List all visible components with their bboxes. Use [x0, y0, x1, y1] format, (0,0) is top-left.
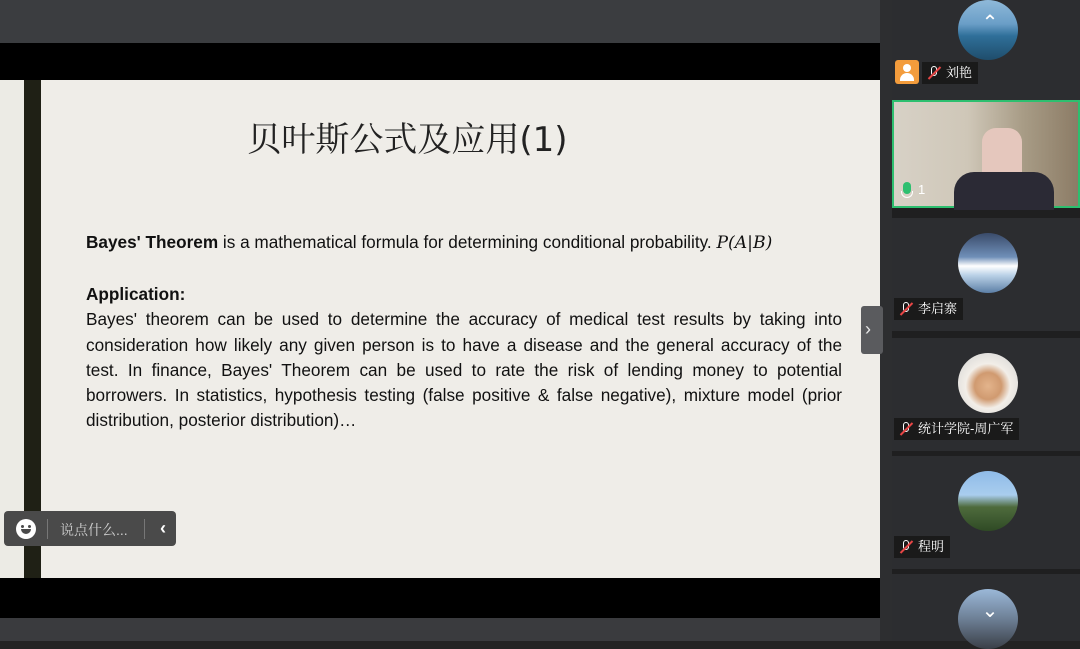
- slide-left-edge: [0, 80, 24, 578]
- chevron-up-icon[interactable]: ⌃: [981, 12, 999, 34]
- slide-title: 贝叶斯公式及应用(1): [247, 120, 568, 160]
- avatar: [958, 233, 1018, 293]
- participant-name: 刘艳: [922, 62, 978, 84]
- top-toolbar: [0, 0, 880, 43]
- comment-box[interactable]: [4, 511, 176, 546]
- participant-name: 程明: [894, 536, 950, 558]
- chevron-right-icon: ›: [865, 319, 871, 339]
- participant-tile-active[interactable]: [892, 100, 1080, 208]
- avatar: [958, 471, 1018, 531]
- chevron-left-icon[interactable]: ‹: [160, 518, 166, 538]
- definition-formula: P(A|B): [716, 233, 773, 253]
- participant-video-body: [954, 172, 1054, 210]
- participant-name: 1: [918, 182, 926, 197]
- participant-tile[interactable]: [892, 338, 1080, 451]
- slide-body: [86, 230, 842, 433]
- mic-off-icon: [927, 66, 941, 80]
- smiley-icon[interactable]: [16, 519, 36, 539]
- definition-term: Bayes' Theorem: [86, 232, 219, 252]
- participant-name: 统计学院-周广军: [894, 418, 1019, 440]
- bottom-toolbar: [0, 618, 880, 641]
- avatar: [958, 353, 1018, 413]
- participant-tile[interactable]: [892, 456, 1080, 569]
- definition-line: [86, 230, 842, 256]
- slide-vertical-bar: [24, 80, 41, 578]
- application-paragraph: Bayes' theorem can be used to determine the accuracy of medical test results by taking into consideration how likely any given person is to have a disease and the general accuracy of the test. In finance, Bayes' Theorem can be used to rate the risk of lending money to potential borrowers. In statistics, hypothesis testing (false positive & false negative), mixture model (prior distribution, posterior distribution)…: [86, 309, 842, 431]
- mic-off-icon: [899, 302, 913, 316]
- divider: [144, 519, 145, 539]
- divider: [47, 519, 48, 539]
- chevron-down-icon[interactable]: ⌄: [981, 600, 999, 622]
- application-heading: Application:: [86, 284, 186, 305]
- definition-text: is a mathematical formula for determining conditional probability.: [218, 232, 717, 252]
- participant-tile[interactable]: [892, 218, 1080, 331]
- letterbox-top: [0, 43, 880, 80]
- mic-on-icon: [900, 182, 914, 200]
- panel-toggle-button[interactable]: [861, 306, 883, 354]
- letterbox-bottom: [0, 578, 880, 618]
- comment-input[interactable]: 说点什么...: [60, 522, 128, 538]
- user-badge-icon: [895, 60, 919, 84]
- participant-name: 李启寨: [894, 298, 963, 320]
- mic-off-icon: [899, 540, 913, 554]
- mic-off-icon: [899, 422, 913, 436]
